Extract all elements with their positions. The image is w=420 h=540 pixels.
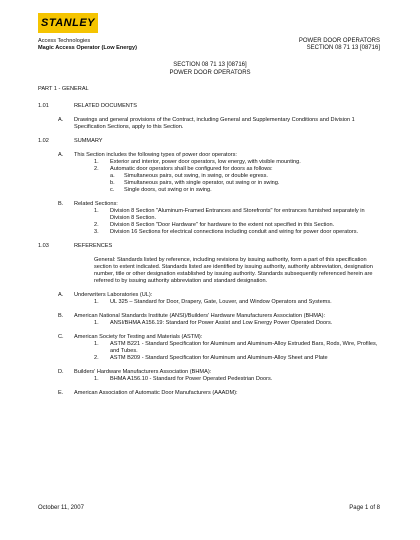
paragraph-item [38, 390, 382, 397]
sub-text: Division 16 Sections for electrical connections including conduit and wiring for power door operators. [110, 229, 359, 235]
footer-page-number: Page 1 of 8 [349, 505, 380, 511]
paragraph-item [38, 201, 382, 208]
header-section: SECTION 08 71 13 [08716] [306, 45, 380, 51]
sub-number: 1. [94, 299, 99, 305]
sub-number: 1. [94, 320, 99, 326]
stanley-logo [38, 13, 98, 33]
article-title: SUMMARY [74, 138, 103, 144]
product-name: Magic Access Operator (Low Energy) [38, 45, 137, 51]
header-right [299, 38, 380, 52]
paragraph-item [38, 292, 382, 299]
sub-sub-item [38, 180, 382, 187]
document-body [38, 86, 382, 397]
sub-number: 2. [94, 222, 99, 228]
article-number: 1.02 [38, 138, 49, 144]
sub-item [38, 208, 382, 222]
item-text: Drawings and general provisions of the Contract, including General and Supplementary Conditions and Division 1 Specification Sections, apply to this Section. [74, 117, 355, 130]
sub-item [38, 341, 382, 355]
sub-text: ASTM B221 - Standard Specification for Aluminum and Aluminum-Alloy Extruded Bars, Rods, Wire, Profiles, and Tubes. [110, 341, 378, 354]
sub-item [38, 320, 382, 327]
general-paragraph: General: Standards listed by reference, including revisions by issuing authority, form a part of this specification section to extent indicated. Standards listed are identified by issuing authority, authority abbreviation, designation number, title or other designation established by issuing authority. Standards subsequently referenced herein are referred to by issuing authority abbreviation and standard designation. [94, 257, 373, 284]
footer-date: October 11, 2007 [38, 505, 84, 511]
subsub-text: Simultaneous pairs, out swing, in swing, or double egress. [124, 173, 268, 179]
subsub-letter: b. [110, 180, 115, 186]
item-text: American Society for Testing and Materials (ASTM): [74, 334, 203, 340]
part-heading: PART 1 - GENERAL [38, 86, 89, 92]
sub-item [38, 229, 382, 236]
item-text: Builders' Hardware Manufacturers Association (BHMA): [74, 369, 212, 375]
sub-text: Exterior and interior, power door operators, low energy, with visible mounting. [110, 159, 301, 165]
item-text: This Section includes the following types of power door operators: [74, 152, 237, 158]
sub-number: 2. [94, 355, 99, 361]
logo-text: STANLEY [40, 17, 96, 29]
section-number: SECTION 08 71 13 [08716] [173, 62, 247, 68]
subsub-text: Single doors, out swing or in swing. [124, 187, 212, 193]
company-name: Access Technologies [38, 38, 91, 44]
sub-text: ANSI/BHMA A156.19: Standard for Power Assist and Low Energy Power Operated Doors. [110, 320, 333, 326]
sub-text: Automatic door operators shall be configured for doors as follows: [110, 166, 273, 172]
paragraph-item [38, 152, 382, 159]
item-text: American National Standards Institute (ANSI)/Builders' Hardware Manufacturers Association (BHMA): [74, 313, 326, 319]
article-title: REFERENCES [74, 243, 113, 249]
article-title: RELATED DOCUMENTS [74, 103, 137, 109]
sub-number: 3. [94, 229, 99, 235]
article-number: 1.03 [38, 243, 49, 249]
sub-sub-item [38, 187, 382, 194]
paragraph-item [38, 313, 382, 320]
article-heading [38, 138, 382, 145]
sub-number: 1. [94, 376, 99, 382]
sub-number: 1. [94, 341, 99, 347]
item-letter: A. [58, 292, 64, 298]
paragraph-item [38, 117, 382, 131]
item-text: Related Sections: [74, 201, 118, 207]
sub-item [38, 222, 382, 229]
article-heading [38, 103, 382, 110]
paragraph-item [38, 334, 382, 341]
article-heading [38, 243, 382, 250]
sub-text: Division 8 Section "Door Hardware" for hardware to the extent not specified in this Section. [110, 222, 335, 228]
sub-number: 1. [94, 159, 99, 165]
sub-number: 1. [94, 208, 99, 214]
sub-text: ASTM B209 - Standard Specification for Aluminum and Aluminum-Alloy Sheet and Plate [110, 355, 328, 361]
sub-item [38, 166, 382, 173]
section-name: POWER DOOR OPERATORS [169, 69, 251, 76]
sub-item [38, 376, 382, 383]
sub-sub-item [38, 173, 382, 180]
section-title [0, 62, 420, 77]
sub-number: 2. [94, 166, 99, 172]
item-letter: A. [58, 117, 64, 123]
sub-item [38, 355, 382, 362]
item-letter: A. [58, 152, 64, 158]
item-letter: B. [58, 313, 64, 319]
article-number: 1.01 [38, 103, 49, 109]
item-letter: C. [58, 334, 64, 340]
item-letter: B. [58, 201, 64, 207]
subsub-letter: a. [110, 173, 115, 179]
item-letter: E. [58, 390, 64, 396]
item-letter: D. [58, 369, 64, 375]
sub-text: UL 325 – Standard for Door, Drapery, Gate, Louver, and Window Operators and Systems. [110, 299, 332, 305]
sub-item [38, 159, 382, 166]
paragraph-item [38, 369, 382, 376]
item-text: American Association of Automatic Door Manufacturers (AAADM): [74, 390, 238, 396]
subsub-text: Simultaneous pairs, with single operator, out swing or in swing. [124, 180, 280, 186]
subsub-letter: c. [110, 187, 115, 193]
sub-item [38, 299, 382, 306]
item-text: Underwriters Laboratories (UL): [74, 292, 153, 298]
sub-text: Division 8 Section "Aluminum-Framed Entrances and Storefronts" for entrances furnished separately in Division 8 Section. [110, 208, 365, 221]
brand-block [38, 38, 137, 52]
sub-text: BHMA A156.10 - Standard for Power Operated Pedestrian Doors. [110, 376, 273, 382]
header-title: POWER DOOR OPERATORS [298, 38, 380, 44]
